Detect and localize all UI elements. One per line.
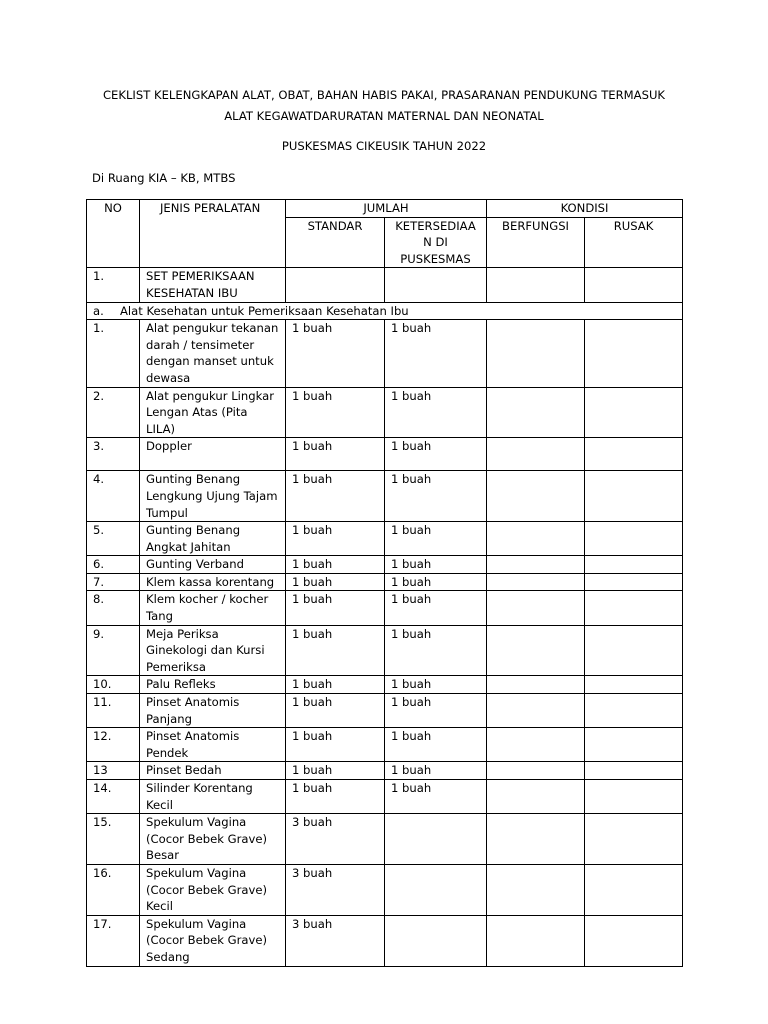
row-standar: 1 buah [286, 625, 385, 676]
row-ketersediaan: 1 buah [385, 556, 487, 574]
row-rusak [585, 762, 683, 780]
table-row [87, 814, 683, 865]
row-ketersediaan: 1 buah [385, 522, 487, 556]
row-rusak [585, 780, 683, 814]
row-equipment-name: Spekulum Vagina (Cocor Bebek Grave) Sedang [140, 915, 286, 966]
row-no: 3. [87, 438, 140, 471]
row-ketersediaan: 1 buah [385, 676, 487, 694]
row-standar: 1 buah [286, 676, 385, 694]
row-berfungsi [487, 573, 585, 591]
row-equipment-name: Alat pengukur Lingkar Lengan Atas (Pita LILA) [140, 387, 286, 438]
row-berfungsi [487, 915, 585, 966]
row-ketersediaan [385, 915, 487, 966]
row-standar: 3 buah [286, 814, 385, 865]
row-standar: 1 buah [286, 438, 385, 471]
row-berfungsi [487, 676, 585, 694]
row-equipment-name: Spekulum Vagina (Cocor Bebek Grave) Kecil [140, 864, 286, 915]
set-row-berfungsi [487, 268, 585, 302]
row-no: 10. [87, 676, 140, 694]
row-berfungsi [487, 438, 585, 471]
row-standar: 1 buah [286, 320, 385, 387]
row-equipment-name: Spekulum Vagina (Cocor Bebek Grave) Besar [140, 814, 286, 865]
row-rusak [585, 728, 683, 762]
row-berfungsi [487, 591, 585, 625]
header-berfungsi: BERFUNGSI [487, 217, 585, 268]
row-berfungsi [487, 625, 585, 676]
table-row [87, 591, 683, 625]
set-row-ketersediaan [385, 268, 487, 302]
table-row [87, 471, 683, 522]
row-standar: 1 buah [286, 387, 385, 438]
row-no: 7. [87, 573, 140, 591]
section-label: Alat Kesehatan untuk Pemeriksaan Kesehatan Ibu [120, 303, 409, 318]
row-berfungsi [487, 814, 585, 865]
row-equipment-name: Gunting Benang Angkat Jahitan [140, 522, 286, 556]
row-no: 8. [87, 591, 140, 625]
row-rusak [585, 522, 683, 556]
row-standar: 1 buah [286, 591, 385, 625]
row-berfungsi [487, 694, 585, 728]
row-berfungsi [487, 556, 585, 574]
row-ketersediaan: 1 buah [385, 780, 487, 814]
header-jumlah: JUMLAH [286, 200, 487, 218]
row-ketersediaan [385, 814, 487, 865]
row-ketersediaan: 1 buah [385, 762, 487, 780]
row-no: 17. [87, 915, 140, 966]
table-row [87, 915, 683, 966]
row-berfungsi [487, 387, 585, 438]
header-rusak: RUSAK [585, 217, 683, 268]
row-ketersediaan: 1 buah [385, 320, 487, 387]
row-equipment-name: Gunting Verband [140, 556, 286, 574]
row-no: 12. [87, 728, 140, 762]
row-standar: 1 buah [286, 762, 385, 780]
row-no: 15. [87, 814, 140, 865]
document-title-line-1: CEKLIST KELENGKAPAN ALAT, OBAT, BAHAN HABIS PAKAI, PRASARANAN PENDUKUNG TERMASUK [102, 88, 666, 102]
row-no: 5. [87, 522, 140, 556]
row-rusak [585, 676, 683, 694]
document-title-line-2: ALAT KEGAWATDARURATAN MATERNAL DAN NEONATAL [224, 109, 544, 123]
document-subtitle: PUSKESMAS CIKEUSIK TAHUN 2022 [281, 139, 487, 153]
header-kondisi: KONDISI [487, 200, 683, 218]
section-cell [87, 302, 683, 320]
row-berfungsi [487, 864, 585, 915]
set-row-rusak [585, 268, 683, 302]
row-no: 6. [87, 556, 140, 574]
table-row [87, 573, 683, 591]
room-label: Di Ruang KIA – KB, MTBS [92, 171, 236, 185]
row-ketersediaan: 1 buah [385, 591, 487, 625]
header-no: NO [87, 200, 140, 268]
table-row [87, 556, 683, 574]
table-row [87, 522, 683, 556]
row-rusak [585, 573, 683, 591]
table-row [87, 762, 683, 780]
header-standar: STANDAR [286, 217, 385, 268]
row-ketersediaan: 1 buah [385, 471, 487, 522]
row-rusak [585, 387, 683, 438]
section-marker: a. [93, 303, 104, 318]
row-berfungsi [487, 320, 585, 387]
section-row [87, 302, 683, 320]
row-standar: 3 buah [286, 864, 385, 915]
row-standar: 1 buah [286, 694, 385, 728]
row-ketersediaan [385, 864, 487, 915]
row-rusak [585, 625, 683, 676]
row-equipment-name: Doppler [140, 438, 286, 471]
row-no: 4. [87, 471, 140, 522]
row-equipment-name: Klem kocher / kocher Tang [140, 591, 286, 625]
set-row [87, 268, 683, 302]
row-no: 16. [87, 864, 140, 915]
row-no: 13 [87, 762, 140, 780]
row-no: 9. [87, 625, 140, 676]
row-ketersediaan: 1 buah [385, 573, 487, 591]
row-berfungsi [487, 762, 585, 780]
row-rusak [585, 471, 683, 522]
row-standar: 1 buah [286, 728, 385, 762]
set-row-name: SET PEMERIKSAAN KESEHATAN IBU [140, 268, 286, 302]
row-no: 2. [87, 387, 140, 438]
set-row-no: 1. [87, 268, 140, 302]
row-ketersediaan: 1 buah [385, 438, 487, 471]
row-berfungsi [487, 471, 585, 522]
table-row [87, 387, 683, 438]
table-row [87, 676, 683, 694]
row-no: 1. [87, 320, 140, 387]
table-row [87, 694, 683, 728]
row-rusak [585, 438, 683, 471]
row-ketersediaan: 1 buah [385, 625, 487, 676]
row-rusak [585, 864, 683, 915]
row-rusak [585, 814, 683, 865]
row-rusak [585, 591, 683, 625]
row-berfungsi [487, 780, 585, 814]
row-berfungsi [487, 728, 585, 762]
row-equipment-name: Pinset Anatomis Pendek [140, 728, 286, 762]
row-equipment-name: Meja Periksa Ginekologi dan Kursi Pemeriksa [140, 625, 286, 676]
row-no: 11. [87, 694, 140, 728]
row-ketersediaan: 1 buah [385, 728, 487, 762]
row-equipment-name: Alat pengukur tekanan darah / tensimeter dengan manset untuk dewasa [140, 320, 286, 387]
row-standar: 1 buah [286, 471, 385, 522]
row-no: 14. [87, 780, 140, 814]
row-rusak [585, 556, 683, 574]
row-equipment-name: Palu Refleks [140, 676, 286, 694]
row-rusak [585, 694, 683, 728]
row-standar: 1 buah [286, 522, 385, 556]
row-ketersediaan: 1 buah [385, 387, 487, 438]
row-standar: 1 buah [286, 780, 385, 814]
table-row [87, 780, 683, 814]
header-jenis-peralatan: JENIS PERALATAN [140, 200, 286, 268]
row-berfungsi [487, 522, 585, 556]
table-row [87, 625, 683, 676]
row-equipment-name: Silinder Korentang Kecil [140, 780, 286, 814]
row-equipment-name: Pinset Bedah [140, 762, 286, 780]
header-ketersediaan: KETERSEDIAA N DI PUSKESMAS [385, 217, 487, 268]
row-equipment-name: Klem kassa korentang [140, 573, 286, 591]
row-rusak [585, 915, 683, 966]
equipment-checklist-table [86, 199, 683, 967]
row-equipment-name: Gunting Benang Lengkung Ujung Tajam Tumpul [140, 471, 286, 522]
table-row [87, 438, 683, 471]
row-rusak [585, 320, 683, 387]
table-row [87, 728, 683, 762]
row-standar: 1 buah [286, 573, 385, 591]
row-ketersediaan: 1 buah [385, 694, 487, 728]
set-row-standar [286, 268, 385, 302]
row-equipment-name: Pinset Anatomis Panjang [140, 694, 286, 728]
row-standar: 1 buah [286, 556, 385, 574]
table-row [87, 864, 683, 915]
table-row [87, 320, 683, 387]
row-standar: 3 buah [286, 915, 385, 966]
